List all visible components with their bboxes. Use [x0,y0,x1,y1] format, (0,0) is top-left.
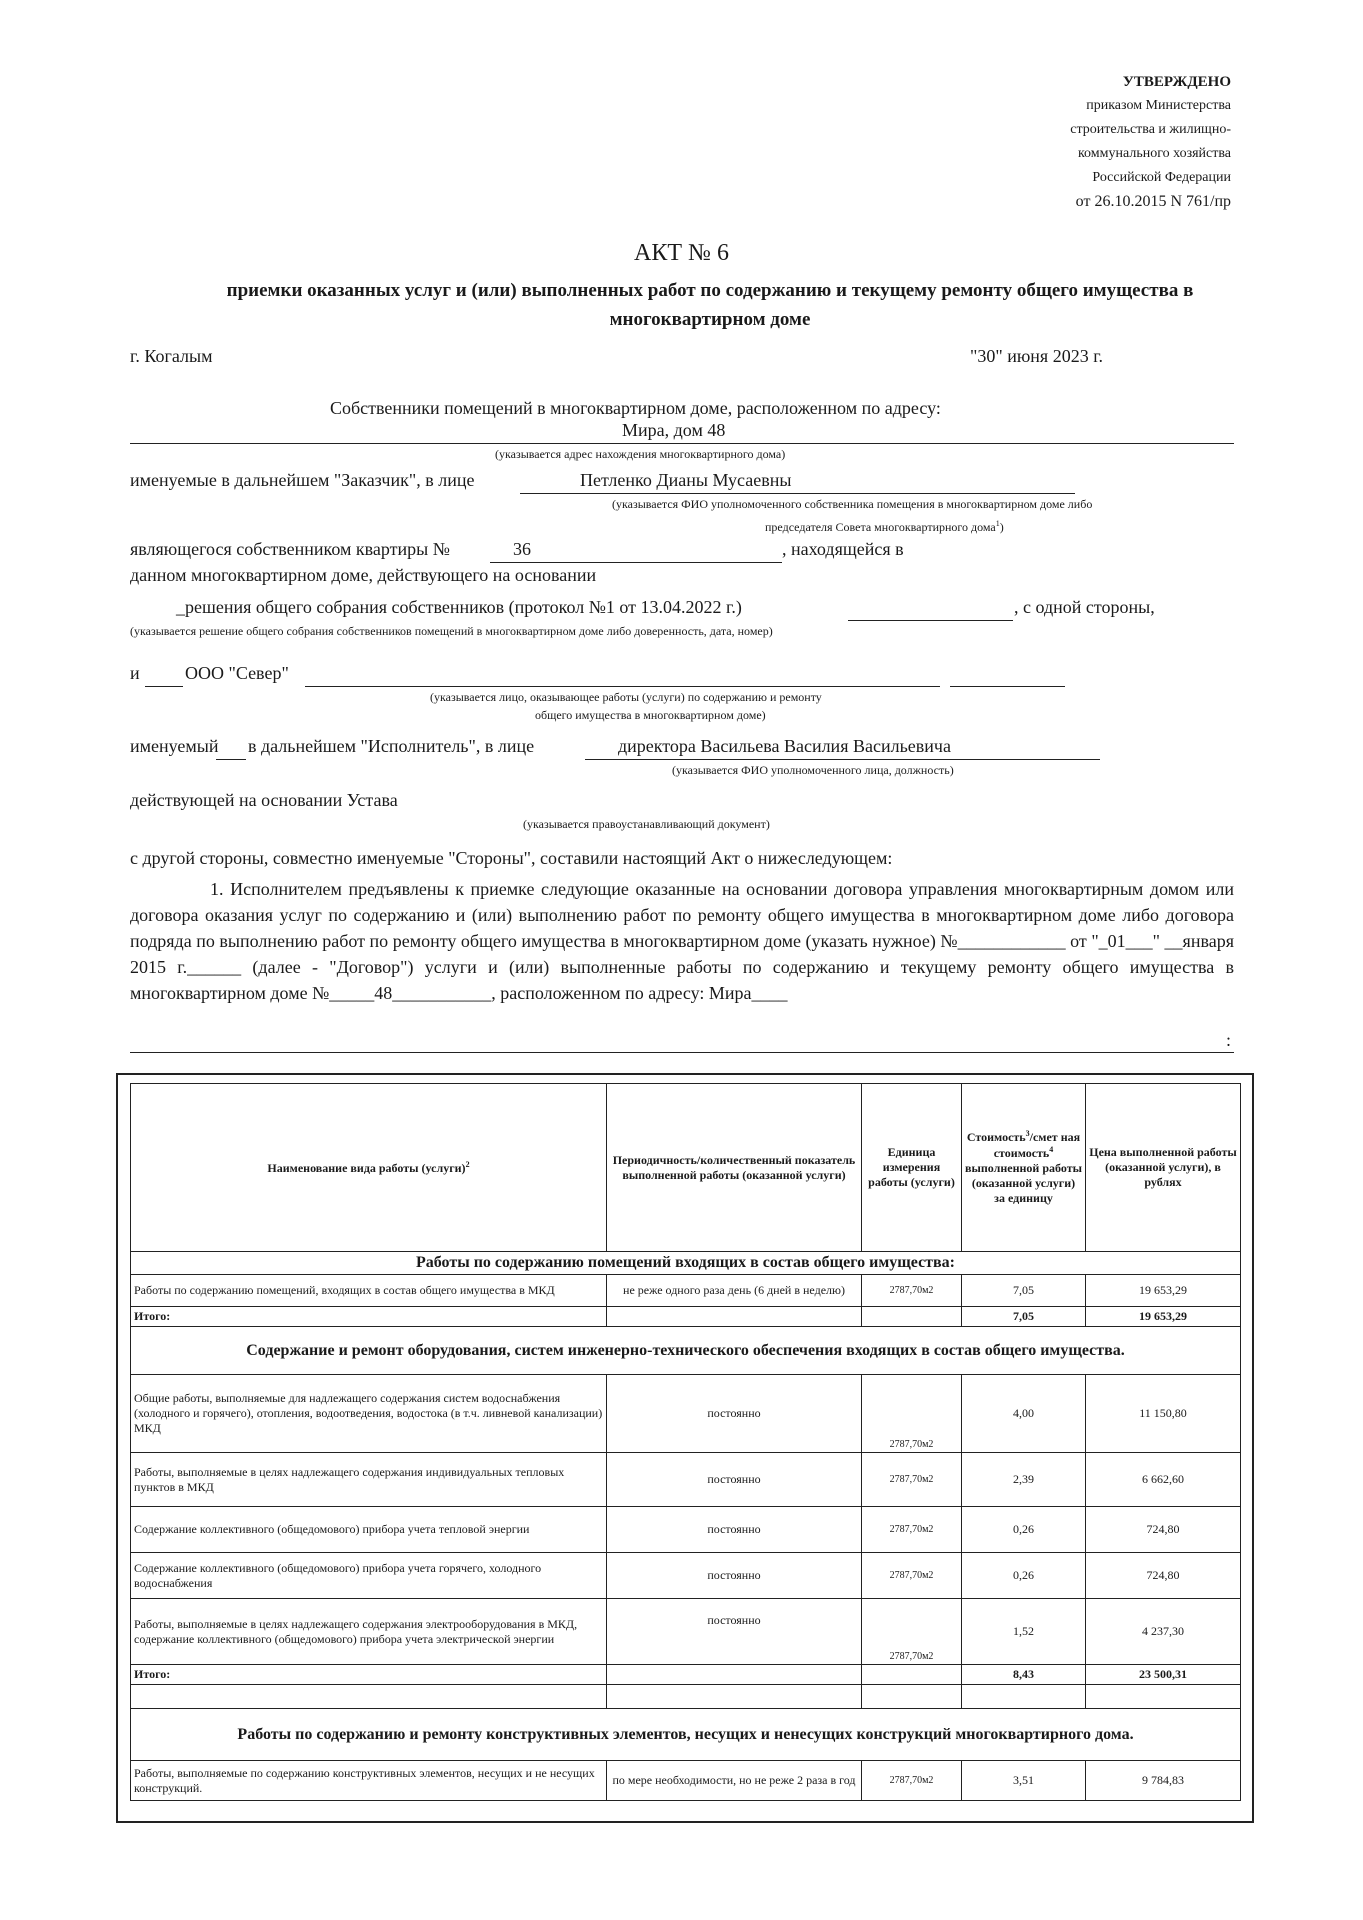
row-name: Работы, выполняемые по содержанию конструктивных элементов, несущих и не несущих конструкций. [131,1761,607,1801]
total-row [131,1307,1241,1327]
blank-row [131,1685,1241,1709]
works-table [130,1083,1241,1801]
table-row [131,1275,1241,1307]
executor-prefix: именуемый [130,736,219,756]
contractor-hint-1: (указывается лицо, оказывающее работы (услуги) по содержанию и ремонту [430,690,822,704]
row-name: Общие работы, выполняемые для надлежащего содержания систем водоснабжения (холодного и горячего), отопления, водоотведения, водостока (в т.ч. ливневой канализации) МКД [131,1375,607,1453]
empty-cell [862,1665,962,1685]
row-cost: 0,26 [962,1507,1086,1553]
total-price: 19 653,29 [1086,1307,1241,1327]
row-price: 724,80 [1086,1507,1241,1553]
empty-cell [607,1307,862,1327]
empty-cell [607,1685,862,1709]
acting-hint: (указывается правоустанавливающий документ) [523,817,770,831]
row-price: 11 150,80 [1086,1375,1241,1453]
section-title-row [131,1327,1241,1375]
empty-cell [962,1685,1086,1709]
contractor-underline [305,686,940,687]
contractor-underline-2 [950,686,1065,687]
section-title: Содержание и ремонт оборудования, систем инженерно-технического обеспечения входящих в состав общего имущества. [131,1327,1241,1375]
total-label: Итого: [131,1665,607,1685]
approved-heading: УТВЕРЖДЕНО [1122,74,1231,90]
row-unit: 2787,70м2 [862,1375,962,1453]
owners-line: Собственники помещений в многоквартирном доме, расположенном по адресу: [330,398,941,418]
row-unit: 2787,70м2 [862,1761,962,1801]
contractor-name: ООО "Север" [185,663,289,683]
row-unit: 2787,70м2 [862,1453,962,1507]
row-unit: 2787,70м2 [862,1599,962,1665]
row-period: не реже одного раза день (6 дней в неделю) [607,1275,862,1307]
customer-name: Петленко Дианы Мусаевны [580,470,792,490]
total-label: Итого: [131,1307,607,1327]
header-price: Цена выполненной работы (оказанной услуги), в рублях [1086,1084,1241,1252]
section-title-row [131,1252,1241,1275]
row-period: постоянно [607,1375,862,1453]
total-cost: 7,05 [962,1307,1086,1327]
customer-hint-2: председателя Совета многоквартирного дома$^1$) [765,519,1004,534]
header-unit: Единица измерения работы (услуги) [862,1084,962,1252]
row-period: постоянно [607,1599,862,1665]
row-cost: 7,05 [962,1275,1086,1307]
row-period: постоянно [607,1553,862,1599]
header-cost: Стоимость$^3$/смет ная стоимость$^4$ выполненной работы (оказанной услуги) за единицу [962,1084,1086,1252]
row-cost: 2,39 [962,1453,1086,1507]
row-period: по мере необходимости, но не реже 2 раза в год [607,1761,862,1801]
row-unit: 2787,70м2 [862,1553,962,1599]
row-cost: 0,26 [962,1553,1086,1599]
row-cost: 4,00 [962,1375,1086,1453]
table-row [131,1599,1241,1665]
row-name: Работы по содержанию помещений, входящих в состав общего имущества в МКД [131,1275,607,1307]
address-hint: (указывается адрес нахождения многоквартирного дома) [495,447,786,461]
empty-cell [862,1307,962,1327]
executor-underline [585,759,1100,760]
act-date: "30" июня 2023 г. [970,346,1104,366]
executor-name: директора Васильева Василия Васильевича [618,736,951,756]
row-price: 9 784,83 [1086,1761,1241,1801]
executor-mid: в дальнейшем "Исполнитель", в лице [248,736,535,756]
approved-order: от 26.10.2015 N 761/пр [1075,193,1231,210]
header-period: Периодичность/количественный показатель выполненной работы (оказанной услуги) [607,1084,862,1252]
row-unit: 2787,70м2 [862,1275,962,1307]
total-row [131,1665,1241,1685]
row-cost: 1,52 [962,1599,1086,1665]
basis-suffix: , с одной стороны, [1014,597,1155,617]
document-subtitle: приемки оказанных услуг и (или) выполненных работ по содержанию и текущему ремонту общего имущества в многоквартирном доме [226,280,1194,330]
row-name: Содержание коллективного (общедомового) прибора учета горячего, холодного водоснабжения [131,1553,607,1599]
address-underline [130,443,1234,444]
paragraph-underline [130,1052,1234,1053]
owner-line-2: данном многоквартирном доме, действующего на основании [130,565,597,585]
table-row [131,1453,1241,1507]
section-title-row [131,1709,1241,1761]
approved-line: Российской Федерации [1092,170,1231,185]
table-header-row [131,1084,1241,1252]
empty-cell [131,1685,607,1709]
customer-prefix: именуемые в дальнейшем "Заказчик", в лице [130,470,475,490]
total-price: 23 500,31 [1086,1665,1241,1685]
owner-suffix: , находящейся в [782,539,904,559]
row-price: 724,80 [1086,1553,1241,1599]
empty-cell [607,1665,862,1685]
row-price: 4 237,30 [1086,1599,1241,1665]
basis-underline [848,620,1013,621]
row-price: 6 662,60 [1086,1453,1241,1507]
basis-text: _решения общего собрания собственников (протокол №1 от 13.04.2022 г.) [176,597,742,617]
apartment-underline [490,562,782,563]
empty-cell [1086,1685,1241,1709]
approved-line: коммунального хозяйства [1077,146,1231,161]
acting-basis: действующей на основании Устава [130,790,398,810]
table-row [131,1507,1241,1553]
contractor-hint-2: общего имущества в многоквартирном доме) [535,708,766,722]
row-period: постоянно [607,1453,862,1507]
row-unit: 2787,70м2 [862,1507,962,1553]
table-row [131,1553,1241,1599]
executor-lead-line [216,759,246,760]
row-cost: 3,51 [962,1761,1086,1801]
house-address: Мира, дом 48 [622,420,726,440]
approval-stamp-block [1070,70,1231,214]
table-row [131,1375,1241,1453]
parties-line: с другой стороны, совместно именуемые "Стороны", составили настоящий Акт о нижеследующем: [130,848,893,868]
approved-line: приказом Министерства [1086,98,1231,113]
row-price: 19 653,29 [1086,1275,1241,1307]
and-prefix: и [130,663,140,683]
row-name: Работы, выполняемые в целях надлежащего содержания электрооборудования в МКД, содержание коллективного (общедомового) прибора учета электрической энергии [131,1599,607,1665]
customer-hint-1: (указывается ФИО уполномоченного собственника помещения в многоквартирном доме либо [612,497,1093,511]
document-title: АКТ № 6 [634,240,729,266]
paragraph-colon: : [1226,1030,1232,1050]
city: г. Когалым [130,346,213,366]
section-title: Работы по содержанию помещений входящих в состав общего имущества: [131,1252,1241,1275]
approved-line: строительства и жилищно- [1070,122,1231,137]
total-cost: 8,43 [962,1665,1086,1685]
section-title: Работы по содержанию и ремонту конструктивных элементов, несущих и ненесущих конструкций многоквартирного дома. [131,1709,1241,1761]
empty-cell [862,1685,962,1709]
row-name: Работы, выполняемые в целях надлежащего содержания индивидуальных тепловых пунктов в МКД [131,1453,607,1507]
executor-hint: (указывается ФИО уполномоченного лица, должность) [672,763,954,777]
row-period: постоянно [607,1507,862,1553]
contractor-lead-line [145,686,183,687]
paragraph-1: 1. Исполнителем предъявлены к приемке следующие оказанные на основании договора управления многоквартирным домом или договора оказания услуг по содержанию и (или) выполнению работ по ремонту общего имущества в многоквартирном доме либо договора подряда по выполнению работ по ремонту общего имущества в многоквартирном доме (указать нужное) №____________ от "_01___" __января 2015 г.______ (далее - "Договор") услуги и (или) выполненные работы по содержанию и текущему ремонту общего имущества в многоквартирном доме №_____48___________, расположенном по адресу: Мира____ [130,879,1234,1003]
customer-underline [520,493,1075,494]
header-name: Наименование вида работы (услуги)$^2$ [131,1084,607,1252]
apartment-number: 36 [513,539,531,559]
row-name: Содержание коллективного (общедомового) прибора учета тепловой энергии [131,1507,607,1553]
table-row [131,1761,1241,1801]
basis-hint: (указывается решение общего собрания собственников помещений в многоквартирном доме либо доверенность, дата, номер) [130,624,773,638]
owner-prefix: являющегося собственником квартиры № [130,539,450,559]
